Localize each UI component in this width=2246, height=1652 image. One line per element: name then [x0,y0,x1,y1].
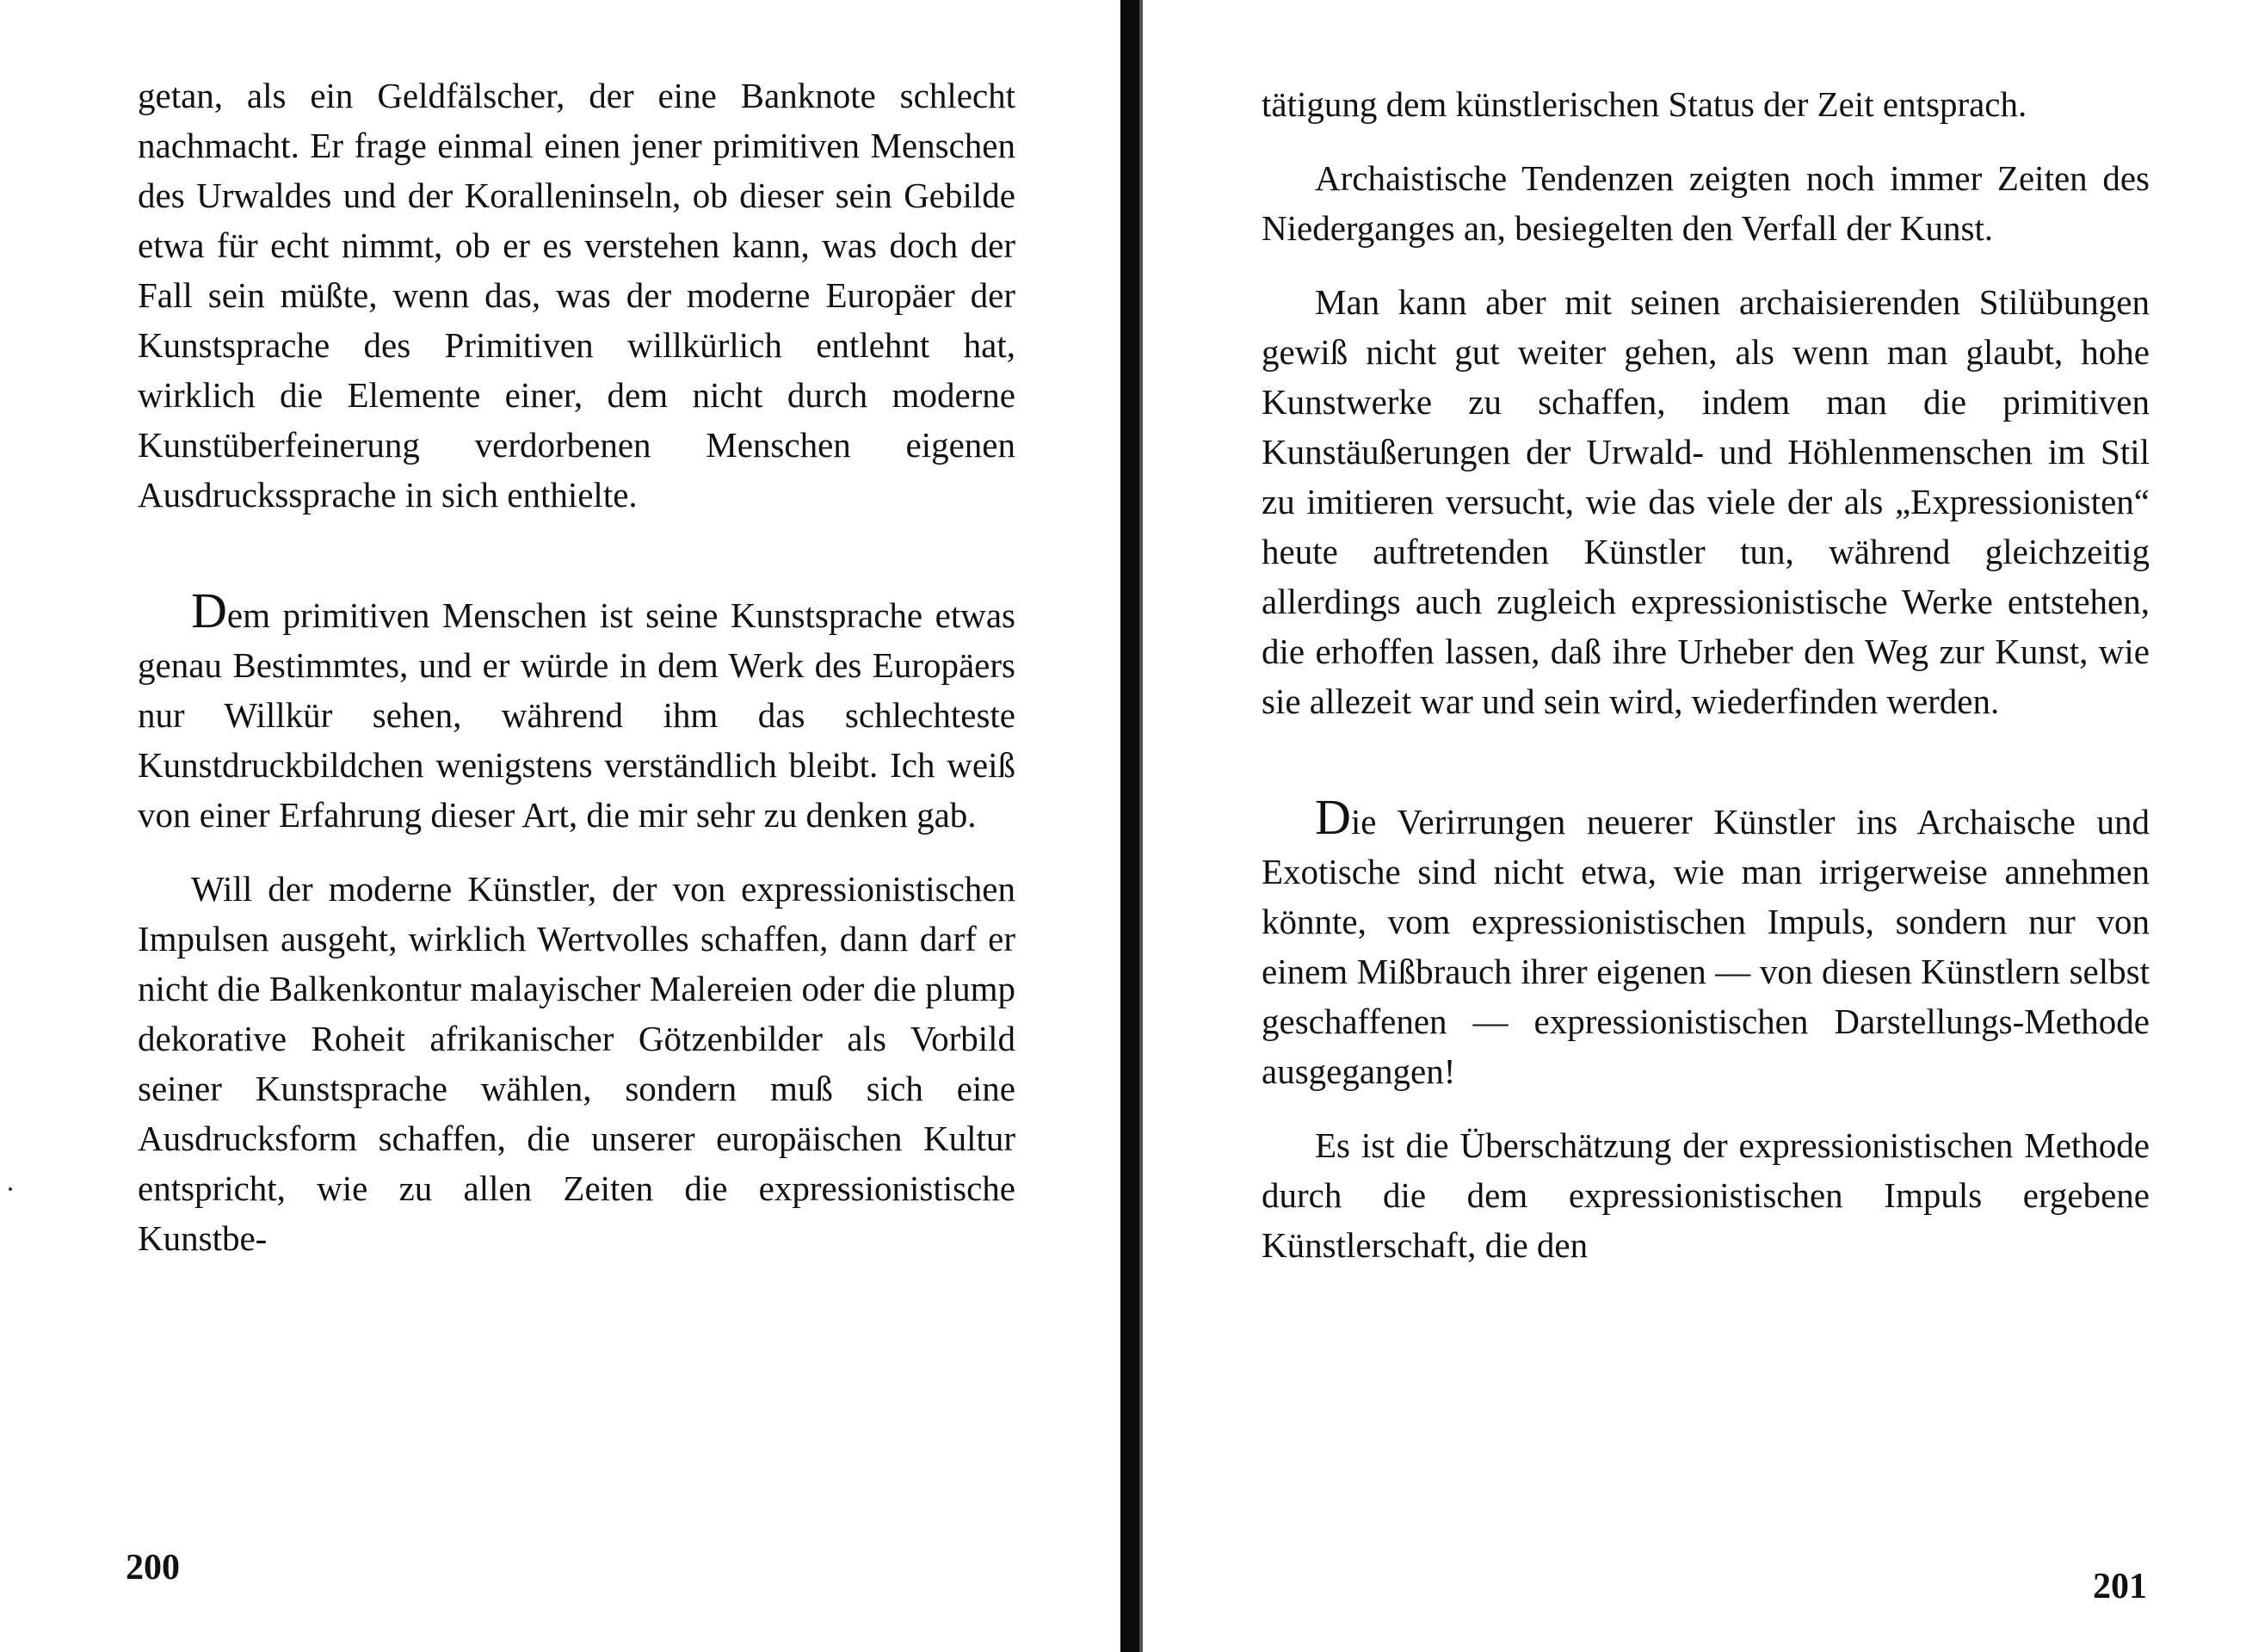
right-paragraph-2: Archaistische Tendenzen zeigten noch immer Zeiten des Niederganges an, besiegelten den Verfall der Kunst. [1262,158,2150,248]
left-paragraph-1: getan, als ein Geldfälscher, der eine Banknote schlecht nachmacht. Er frage einmal einen jener primitiven Menschen des Urwaldes und der Koralleninseln, ob dieser sein Gebilde etwa für echt nimmt, ob er es verstehen kann, was doch der Fall sein müßte, wenn das, was der moderne Europäer der Kunstsprache des Primitiven willkürlich entlehnt hat, wirklich die Elemente einer, dem nicht durch moderne Kunstüberfeinerung verdorbenen Menschen eigenen Ausdruckssprache in sich enthielte. [138,76,1015,515]
left-paragraph-3: Will der moderne Künstler, der von expressionistischen Impulsen ausgeht, wirklich Wertvolles schaffen, dann darf er nicht die Balkenkontur malayischer Malereien oder die plump dekorative Roheit afrikanischer Götzenbilder als Vorbild seiner Kunstsprache wählen, sondern muß sich eine Ausdrucksform schaffen, die unserer europäischen Kultur entspricht, wie zu allen Zeiten die expressionistische Kunstbe- [138,869,1015,1258]
paper-speck [9,1187,12,1191]
right-page [1145,0,2246,1652]
right-page-text [1262,79,2150,1270]
right-paragraph-1: tätigung dem künstlerischen Status der Zeit entsprach. [1262,84,2027,124]
right-paragraph-4 [1262,789,2150,1096]
page-number-right: 201 [2093,1567,2147,1606]
right-paragraph-4-text: ie Verirrungen neuerer Künstler ins Archaische und Exotische sind nicht etwa, wie man irrigerweise annehmen könnte, vom expressionistischen Impuls, sondern nur von einem Mißbrauch ihrer eigenen — von diesen Künstlern selbst geschaffenen — expressionistischen Darstellungs-Methode ausgegangen! [1262,802,2150,1091]
initial-letter: D [1315,789,1351,845]
initial-letter: D [191,583,227,638]
right-paragraph-3: Man kann aber mit seinen archaisierenden Stilübungen gewiß nicht gut weiter gehen, als wenn man glaubt, hohe Kunstwerke zu schaffen, indem man die primitiven Kunstäußerungen der Urwald- und Höhlenmenschen im Stil zu imitieren versucht, wie das viele der als „Expressionisten“ heute auftretenden Künstler tun, während gleichzeitig allerdings auch zugleich expressionistische Werke entstehen, die erhoffen lassen, daß ihre Urheber den Weg zur Kunst, wie sie allezeit war und sein wird, wiederfinden werden. [1262,282,2150,721]
book-gutter-edge [1139,0,1143,1652]
left-page-text [138,71,1015,1263]
left-page [0,0,1119,1652]
left-paragraph-2 [138,583,1015,840]
right-paragraph-5: Es ist die Überschätzung der expressionistischen Methode durch die dem expressionistischen Impuls ergebene Künstlerschaft, die den [1262,1125,2150,1265]
left-paragraph-2-text: em primitiven Menschen ist seine Kunstsprache etwas genau Bestimmtes, und er würde in dem Werk des Europäers nur Willkür sehen, während ihm das schlechteste Kunstdruckbildchen wenigstens verständlich bleibt. Ich weiß von einer Erfahrung dieser Art, die mir sehr zu denken gab. [138,595,1015,835]
page-number-left: 200 [126,1548,180,1587]
book-gutter [1120,0,1139,1652]
